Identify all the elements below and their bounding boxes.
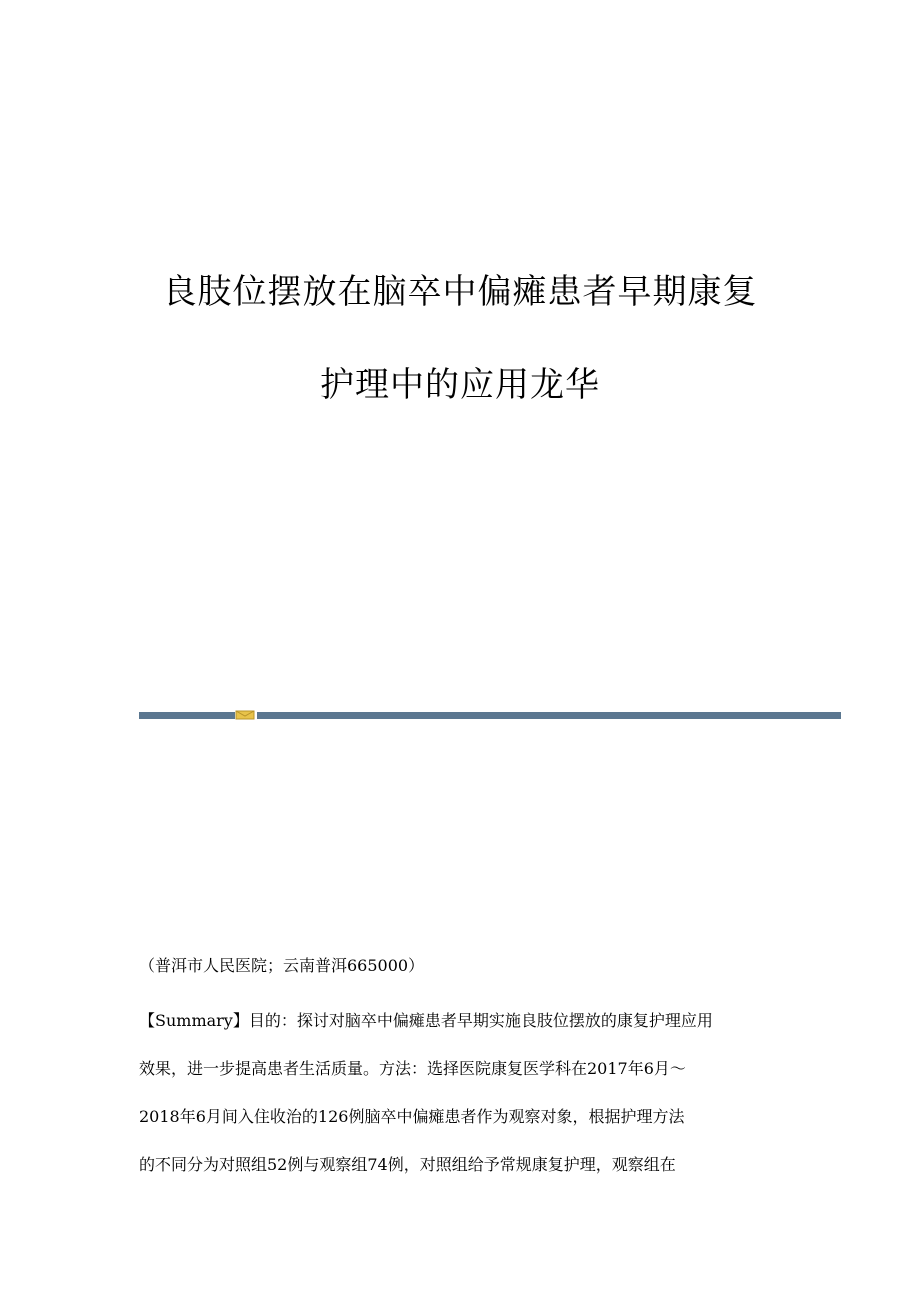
abstract-line: 2018年6月间入住收治的126例脑卒中偏瘫患者作为观察对象，根据护理方法 xyxy=(139,1107,685,1126)
envelope-icon xyxy=(235,710,255,720)
abstract-line: 效果，进一步提高患者生活质量。方法：选择医院康复医学科在2017年6月～ xyxy=(139,1059,686,1078)
abstract-paragraph xyxy=(139,1010,799,1202)
abstract-line: 【Summary】目的：探讨对脑卒中偏瘫患者早期实施良肢位摆放的康复护理应用 xyxy=(139,1011,713,1030)
divider-bar-left xyxy=(139,712,235,719)
divider-bar-right xyxy=(257,712,841,719)
document-title-line-1: 良肢位摆放在脑卒中偏瘫患者早期康复 xyxy=(162,272,758,312)
section-divider xyxy=(139,710,841,720)
document-title-line-2: 护理中的应用龙华 xyxy=(320,365,600,405)
abstract-line: 的不同分为对照组52例与观察组74例，对照组给予常规康复护理，观察组在 xyxy=(139,1155,676,1174)
author-affiliation: （普洱市人民医院；云南普洱665000） xyxy=(139,956,425,975)
